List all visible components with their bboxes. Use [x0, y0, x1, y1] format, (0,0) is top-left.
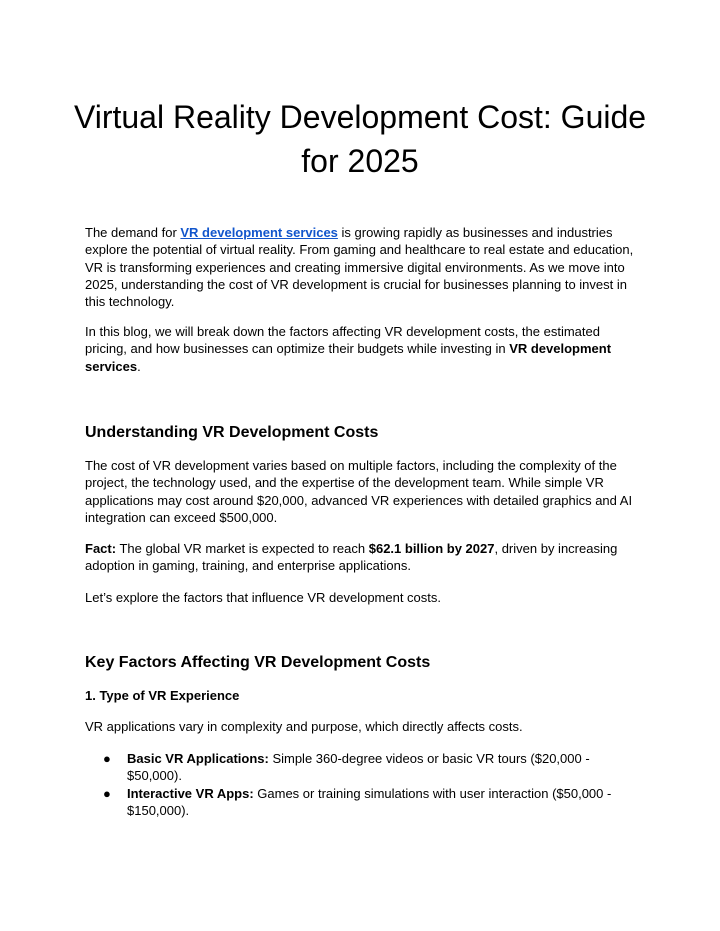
type-paragraph: VR applications vary in complexity and purpose, which directly affects costs.	[85, 719, 523, 734]
section-heading-understanding: Understanding VR Development Costs	[85, 424, 379, 441]
fact-after: , driven by increasing adoption in gaming, training, and enterprise applications.	[85, 541, 618, 574]
list-item-text: Simple 360-degree videos or basic VR tours ($20,000 - $50,000).	[127, 751, 590, 784]
blog-intro-paragraph	[85, 323, 645, 375]
blog-intro-text: In this blog, we will break down the factors affecting VR development costs, the estimated pricing, and how businesses can optimize their budgets while investing in	[85, 324, 600, 357]
subheading-type-of-vr: 1. Type of VR Experience	[85, 688, 240, 703]
fact-paragraph	[85, 540, 645, 575]
blog-intro-end: .	[137, 358, 141, 374]
list-item-label: Basic VR Applications:	[127, 751, 269, 766]
intro-before-link: The demand for	[85, 225, 181, 240]
explore-paragraph: Let’s explore the factors that influence VR development costs.	[85, 590, 442, 605]
fact-before: The global VR market is expected to reach	[116, 541, 369, 556]
fact-label: Fact:	[85, 541, 117, 556]
section-heading-key-factors: Key Factors Affecting VR Development Costs	[85, 654, 431, 671]
vr-types-list	[85, 750, 645, 819]
list-item	[85, 785, 645, 820]
bullet-icon: ●	[103, 751, 111, 766]
vr-services-link[interactable]: VR development services	[180, 225, 338, 240]
title-line-1: Virtual Reality Development Cost: Guide	[73, 99, 647, 135]
blog-intro-bold: VR development services	[85, 341, 612, 374]
intro-after-link: is growing rapidly as businesses and industries explore the potential of virtual reality. From gaming and healthcare to real estate and education, VR is transforming experiences and creating immersive digital environments. As we move into 2025, understanding the cost of VR development is crucial for businesses planning to invest in this technology.	[85, 225, 634, 310]
bullet-icon: ●	[103, 785, 111, 801]
list-item-text: Games or training simulations with user interaction ($50,000 - $150,000).	[127, 785, 612, 818]
page-title	[60, 95, 660, 183]
list-item-label: Interactive VR Apps:	[127, 785, 254, 801]
title-line-2: for 2025	[301, 143, 419, 179]
intro-paragraph	[85, 224, 645, 310]
list-item	[85, 750, 645, 785]
fact-figure: $62.1 billion by 2027	[368, 541, 495, 556]
costs-paragraph: The cost of VR development varies based on multiple factors, including the complexity of the project, the technology used, and the expertise of the development team. While simple VR applications may cost around $20,000, advanced VR experiences with detailed graphics and AI integration can exceed $500,000.	[85, 458, 633, 525]
